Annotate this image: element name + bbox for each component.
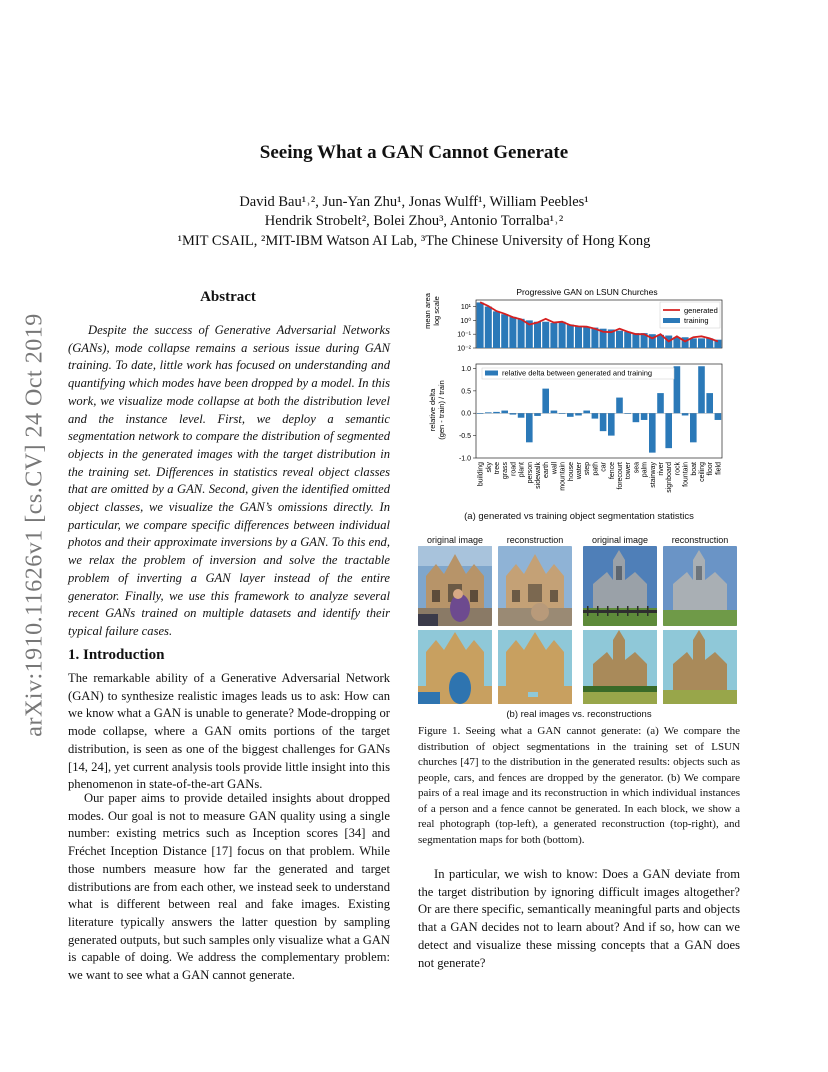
bottom-bar-delta [477, 413, 484, 414]
top-ytick-label: 10⁰ [460, 317, 471, 325]
top-bar-training [567, 325, 574, 348]
segmentation-original-church [583, 630, 657, 704]
bottom-bar-delta [690, 413, 697, 442]
top-bar-training [698, 338, 705, 348]
bottom-bar-delta [559, 413, 566, 414]
top-bar-training [690, 338, 697, 348]
label-reconstruction-1: reconstruction [506, 535, 564, 545]
top-bar-training [501, 314, 508, 348]
bottom-legend [482, 368, 674, 379]
chart-top-ylabel-1: mean area [423, 293, 432, 329]
x-tick-label: sidewalk [535, 462, 542, 489]
chart-bottom-ylabel-1: relative delta [428, 388, 437, 432]
x-tick-label: sea [633, 462, 641, 474]
top-plot [457, 300, 722, 353]
bottom-ytick-label: 1.0 [461, 365, 471, 373]
affiliations: ¹MIT CSAIL, ²MIT-IBM Watson AI Lab, ³The Chinese University of Hong Kong [177, 233, 651, 249]
top-bar-training [542, 322, 549, 348]
intro-paragraph-2: Our paper aims to provide detailed insights about dropped modes. Our goal is not to measure GAN quality using a single number: existing metrics such as Inception scores [34] and Fréchet Inception Distance [17] focus on that problem. While those numbers measure how far the generated and target distributions are from each other, we instead seek to understand what is different between real and fake images. Existing literature typically answers the latter question by sampling generated outputs, but such samples only visualize what a GAN is capable of doing. We address the complementary problem: we want to see what a GAN cannot generate. [68, 791, 390, 983]
figure-1a-chart [412, 284, 742, 529]
bottom-plot [459, 364, 722, 463]
arxiv-id: arXiv:1910.11626v1 [cs.CV] 24 Oct 2019 [21, 313, 48, 737]
bottom-bar-delta [583, 411, 590, 414]
bottom-bar-delta [485, 412, 492, 413]
paper-title: Seeing What a GAN Cannot Generate [259, 142, 569, 163]
bottom-ytick-label: -1.0 [458, 455, 471, 463]
photo-reconstruction-cathedral [498, 546, 572, 626]
x-tick-label: sky [485, 462, 493, 473]
top-bar-training [493, 311, 500, 348]
x-tick-label: forecourt [617, 462, 624, 490]
bottom-bar-delta [616, 398, 623, 414]
bottom-bar-delta [575, 413, 582, 415]
abstract-heading: Abstract [200, 289, 256, 305]
x-tick-label: wall [551, 462, 559, 475]
intro-paragraph-3: In particular, we wish to know: Does a GAN deviate from the target distribution by ignoring difficult images altogether? Or are there specific, semantically meaningful parts and objects that a GAN decides not to learn about? And if so, how can we detect and visualize these missing concepts that a GAN does not generate? [418, 867, 740, 970]
top-bar-training [591, 328, 598, 348]
top-bar-training [575, 326, 582, 348]
x-tick-label: plant [518, 462, 526, 478]
bottom-bar-delta [657, 393, 664, 413]
top-bar-training [583, 327, 590, 348]
authors-line-1: David Bau¹˒², Jun-Yan Zhu¹, Jonas Wulff¹, William Peebles¹ [239, 194, 589, 210]
bottom-bar-delta [698, 366, 705, 413]
bottom-bar-delta [542, 389, 549, 414]
photo-original-cathedral [418, 546, 492, 626]
x-tick-label: building [477, 462, 485, 487]
intro-paragraph-1: The remarkable ability of a Generative Adversarial Network (GAN) to synthesize realistic images leads us to ask: How can we know what a GAN is unable to generate? Mode-dropping or mode collapse, where a GAN omits portions of the target distribution, is seen as one of the biggest challenges for GANs [14, 24], yet current analysis tools provide little insight into this phenomenon in state-of-the-art GANs. [68, 671, 390, 792]
label-original-2: original image [591, 535, 649, 545]
top-ytick-label: 10¹ [460, 304, 471, 312]
photo-reconstruction-church [663, 546, 737, 626]
bottom-ytick-label: 0.5 [461, 388, 471, 396]
x-tick-label: step [584, 462, 592, 476]
bottom-ytick-label: -0.5 [458, 433, 471, 441]
bottom-bar-delta [641, 413, 648, 420]
legend-training: training [684, 316, 709, 325]
x-tick-label: stairway [649, 462, 657, 488]
top-bar-training [632, 333, 639, 348]
bottom-bar-delta [534, 413, 541, 416]
top-bar-training [518, 319, 525, 348]
bottom-ytick-label: 0.0 [461, 410, 471, 418]
bottom-bar-delta [665, 413, 672, 448]
x-tick-label: ceiling [699, 462, 706, 482]
figure-1a-label: (a) generated vs training object segmentation statistics [464, 511, 694, 522]
x-tick-label: road [510, 462, 518, 477]
x-tick-label: field [715, 462, 723, 475]
bottom-bar-delta [706, 393, 713, 413]
bottom-bar-delta [624, 413, 631, 414]
x-tick-label: boat [690, 462, 698, 476]
x-tick-label: path [592, 462, 600, 476]
top-bar-training [477, 302, 484, 348]
x-tick-label: tree [494, 462, 501, 475]
bottom-bar-delta [551, 411, 558, 414]
bottom-bar-delta [592, 413, 599, 418]
intro-heading: 1. Introduction [68, 647, 165, 663]
bottom-bar-delta [567, 413, 574, 417]
top-bar-training [485, 307, 492, 348]
arxiv-sidebar [15, 290, 55, 760]
top-ytick-label: 10⁻¹ [457, 331, 471, 339]
chart-top-title: Progressive GAN on LSUN Churches [516, 287, 658, 297]
x-tick-labels [478, 461, 723, 492]
x-tick-label: palm [641, 462, 649, 478]
x-tick-label: tower [625, 462, 633, 480]
x-tick-label: grass [502, 462, 510, 480]
top-bar-training [559, 322, 566, 348]
bottom-bar-delta [633, 413, 640, 422]
figure-1b-label: (b) real images vs. reconstructions [506, 709, 652, 720]
label-original-1: original image [426, 535, 484, 545]
top-bar-training [624, 332, 631, 348]
bottom-bar-delta [608, 413, 615, 435]
x-tick-label: mountain [559, 462, 567, 491]
top-bar-training [616, 331, 623, 348]
top-legend [660, 302, 720, 328]
top-ytick-label: 10⁻² [457, 345, 471, 353]
label-reconstruction-2: reconstruction [671, 535, 729, 545]
segmentation-reconstruction-cathedral [498, 630, 572, 704]
x-tick-label: fence [608, 462, 616, 480]
x-tick-label: house [567, 462, 575, 482]
bottom-bar-delta [518, 413, 525, 417]
x-tick-label: water [576, 462, 583, 480]
x-tick-label: fountain [682, 462, 690, 487]
bottom-bar-delta [674, 366, 681, 413]
bottom-bar-delta [715, 413, 722, 420]
x-tick-label: earth [543, 462, 551, 478]
bottom-bar-delta [501, 411, 508, 414]
segmentation-original-cathedral [418, 630, 492, 704]
legend-relative-delta: relative delta between generated and training [502, 368, 653, 378]
top-bar-training [550, 323, 557, 348]
chart-bottom-ylabel-2: (gen - train) / train [437, 380, 446, 440]
x-tick-label: car [600, 462, 608, 472]
photo-original-church [583, 546, 657, 626]
bottom-bar-delta [510, 413, 517, 414]
segmentation-reconstruction-church [663, 630, 737, 704]
x-tick-label: person [526, 462, 534, 484]
bottom-bar-delta [600, 413, 607, 431]
top-bar-training [509, 317, 516, 348]
bottom-bar-delta [682, 413, 689, 415]
x-tick-label: river [658, 462, 665, 476]
x-tick-label: rock [674, 462, 682, 476]
authors-line-2: Hendrik Strobelt², Bolei Zhou³, Antonio Torralba¹˒² [264, 213, 564, 229]
x-tick-label: signboard [666, 462, 674, 493]
chart-top-ylabel-2: log scale [432, 296, 441, 326]
abstract-text: Despite the success of Generative Adversarial Networks (GANs), mode collapse remains a serious issue during GAN training. To date, little work has focused on understanding and quantifying which modes have been dropped by a model. In this work, we visualize mode collapse at both the distribution level and the instance level. First, we deploy a semantic segmentation network to compare the distribution of segmented objects in the generated images with the target distribution in the training set. Differences in statistics reveal object classes that are omitted by a GAN. Second, given the identified omitted object classes, we visualize the GAN’s omissions directly. In particular, we compare specific differences between individual photos and their approximate inversions by a GAN. To this end, we relax the problem of inversion and solve the tractable problem of inverting a GAN layer instead of the entire generator. Finally, we use this framework to analyze several recent GANs trained on multiple datasets and identify their typical failure cases. [68, 323, 390, 638]
legend-generated: generated [684, 306, 718, 315]
x-tick-label: floor [707, 462, 715, 476]
bottom-bar-delta [493, 412, 500, 413]
bottom-bar-delta [526, 413, 533, 442]
figure-1-caption: Figure 1. Seeing what a GAN cannot generate: (a) We compare the distribution of object segmentations in the training set of LSUN churches [47] to the distribution in the generated results: objects such as people, cars, and fences are dropped by the generator. (b) We compare pairs of a real image and its reconstruction in which individual instances of a person and a fence cannot be generated. In each block, we show a real photograph (top-left), a generated reconstruction (top-right), and segmentation maps for both (bottom). [418, 725, 740, 846]
top-bar-training [534, 322, 541, 348]
bottom-bar-delta [649, 413, 656, 452]
